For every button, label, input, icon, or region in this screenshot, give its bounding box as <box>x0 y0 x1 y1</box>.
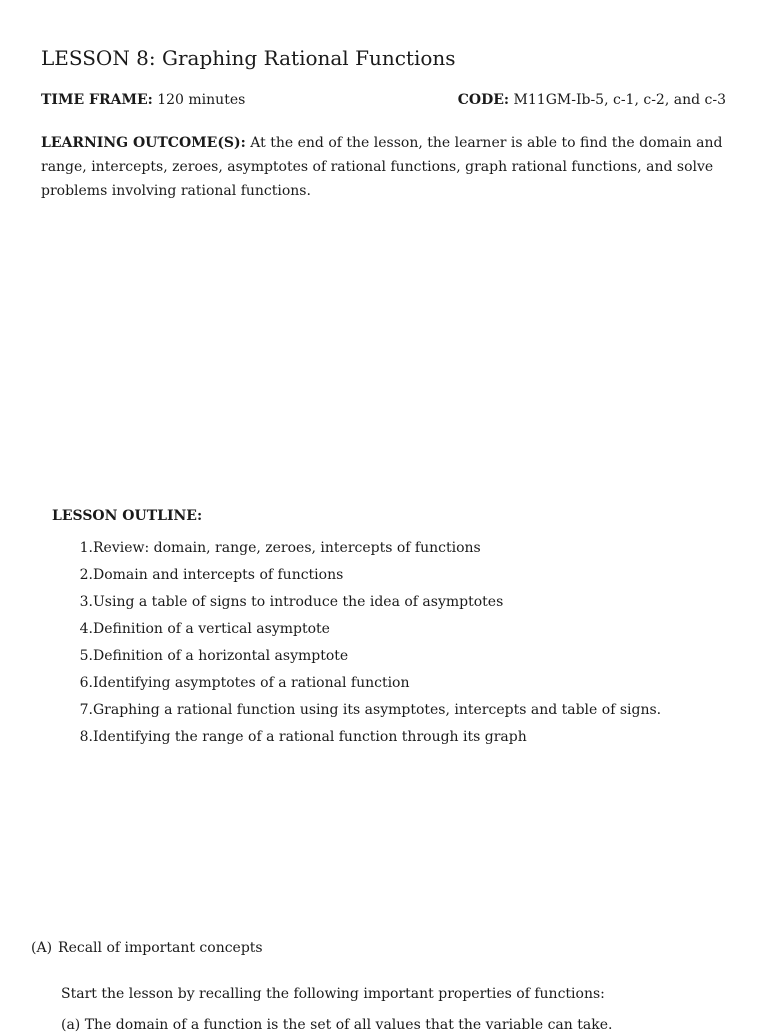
item-text: Definition of a vertical asymptote <box>93 621 330 637</box>
learning-outcome <box>41 131 731 203</box>
list-item <box>52 645 712 672</box>
lesson-title: LESSON 8: Graphing Rational Functions <box>41 46 456 70</box>
lesson-meta-row <box>41 90 726 110</box>
item-number: 6. <box>79 675 93 691</box>
outline-heading: LESSON OUTLINE: <box>52 508 203 524</box>
outcome-text: At the end of the lesson, the learner is able to find the domain and range, intercepts, zeroes, asymptotes of rational functions, graph rational functions, and solve problems involving rational functions. <box>41 135 723 199</box>
list-item <box>52 672 712 699</box>
item-number: 2. <box>79 567 93 583</box>
section-marker: (A) <box>31 940 53 956</box>
code-label: CODE: <box>457 92 510 108</box>
item-number: 1. <box>79 540 93 556</box>
list-item <box>52 699 712 726</box>
item-text: Identifying asymptotes of a rational function <box>93 675 410 691</box>
item-number: 8. <box>79 729 93 745</box>
list-item <box>52 537 712 564</box>
time-frame-label: TIME FRAME: <box>41 92 153 108</box>
item-number: 4. <box>79 621 93 637</box>
section-a-heading <box>31 937 263 959</box>
outline-list <box>52 537 712 753</box>
list-item <box>52 564 712 591</box>
item-text: Identifying the range of a rational function through its graph <box>93 729 527 745</box>
item-text: Using a table of signs to introduce the idea of asymptotes <box>93 594 504 610</box>
item-text: Domain and intercepts of functions <box>93 567 344 583</box>
section-title: Recall of important concepts <box>58 940 263 956</box>
item-number: 3. <box>79 594 93 610</box>
time-frame <box>41 90 245 110</box>
cutoff-line: (a) The domain of a function is the set of all values that the variable can take. <box>61 1017 613 1033</box>
time-frame-value: 120 minutes <box>157 92 246 108</box>
outcome-label: LEARNING OUTCOME(S): <box>41 135 246 151</box>
item-number: 5. <box>79 648 93 664</box>
code-value: M11GM-Ib-5, c-1, c-2, and c-3 <box>513 92 726 108</box>
item-text: Definition of a horizontal asymptote <box>93 648 349 664</box>
item-text: Review: domain, range, zeroes, intercepts of functions <box>93 540 481 556</box>
section-intro: Start the lesson by recalling the following important properties of functions: <box>61 986 605 1002</box>
list-item <box>52 591 712 618</box>
list-item <box>52 726 712 753</box>
lesson-code <box>458 90 726 110</box>
item-text: Graphing a rational function using its asymptotes, intercepts and table of signs. <box>93 702 662 718</box>
list-item <box>52 618 712 645</box>
item-number: 7. <box>79 702 93 718</box>
